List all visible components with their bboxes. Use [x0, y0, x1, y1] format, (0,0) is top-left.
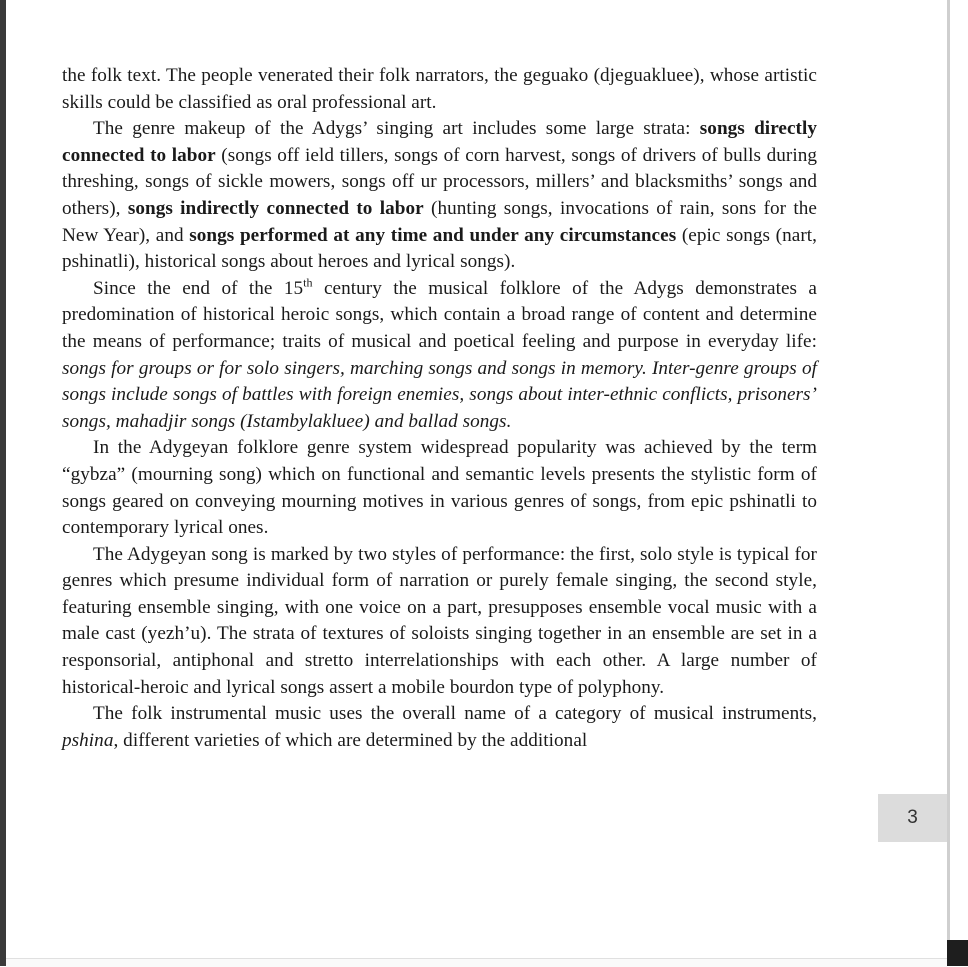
page-number: 3	[907, 807, 918, 828]
paragraph-1: the folk text. The people venerated their folk narrators, the geguako (djeguakluee), whose artistic skills could be classified as oral professional art.	[62, 65, 817, 113]
page-right-edge	[947, 0, 950, 940]
bold-term-labor: songs directly connected to labor	[62, 118, 818, 166]
body-text	[62, 63, 817, 754]
paragraph-4: In the Adygeyan folklore genre system widespread popularity was achieved by the term “gybza” (mourning song) which on functional and semantic levels presents the stylistic form of songs geared on conveying mourning motives in various genres of songs, from epic pshinatli to contemporary lyrical ones.	[62, 437, 817, 539]
paragraph-6: The folk instrumental music uses the overall name of a category of musical instruments, pshina, different varieties of which are determined by the additional	[62, 703, 817, 751]
page-number-tab	[878, 794, 947, 842]
paragraph-5: The Adygeyan song is marked by two styles of performance: the first, solo style is typical for genres which presume individual form of narration or purely female singing, the second style, featuring ensemble singing, with one voice on a part, presupposes ensemble vocal music with a male cast (yezh’u). The strata of textures of soloists singing together in an ensemble are set in a responsorial, antiphonal and stretto interrelationships with each other. A large number of historical-heroic and lyrical songs assert a mobile bourdon type of polyphony.	[62, 543, 817, 698]
bold-term-indirect-labor: songs indirectly connected to labor	[127, 197, 424, 219]
page-corner-shadow	[947, 940, 968, 966]
bold-term-any-time: songs performed at any time and under any circumstances	[189, 224, 677, 246]
italic-term-pshina: pshina	[62, 729, 114, 751]
paragraph-2: The genre makeup of the Adygs’ singing art includes some large strata: songs directly connected to labor (songs off ield tillers, songs of corn harvest, songs of drivers of bulls during threshing, songs of sickle mowers, songs off ur processors, millers’ and blacksmiths’ songs and others), songs indirectly connected to labor (hunting songs, invocations of rain, sons for the New Year), and songs performed at any time and under any circumstances (epic songs (nart, pshinatli), historical songs about heroes and lyrical songs).	[62, 118, 818, 273]
italic-song-groups: songs for groups or for solo singers, marching songs and songs in memory. Inter-genre groups of songs include songs of battles with foreign enemies, songs about inter-ethnic conflicts, prisoners’ songs, mahadjir songs (Istambylakluee) and ballad songs.	[62, 357, 817, 432]
paragraph-3: Since the end of the 15th century the musical folklore of the Adygs demonstrates a predomination of historical heroic songs, which contain a broad range of content and determine the means of performance; traits of musical and poetical feeling and purpose in everyday life: songs for groups or for solo singers, marching songs and songs in memory. Inter-genre groups of songs include songs of battles with foreign enemies, songs about inter-ethnic conflicts, prisoners’ songs, mahadjir songs (Istambylakluee) and ballad songs.	[62, 275, 817, 432]
superscript-th: th	[303, 275, 313, 290]
page-left-edge	[0, 0, 6, 966]
